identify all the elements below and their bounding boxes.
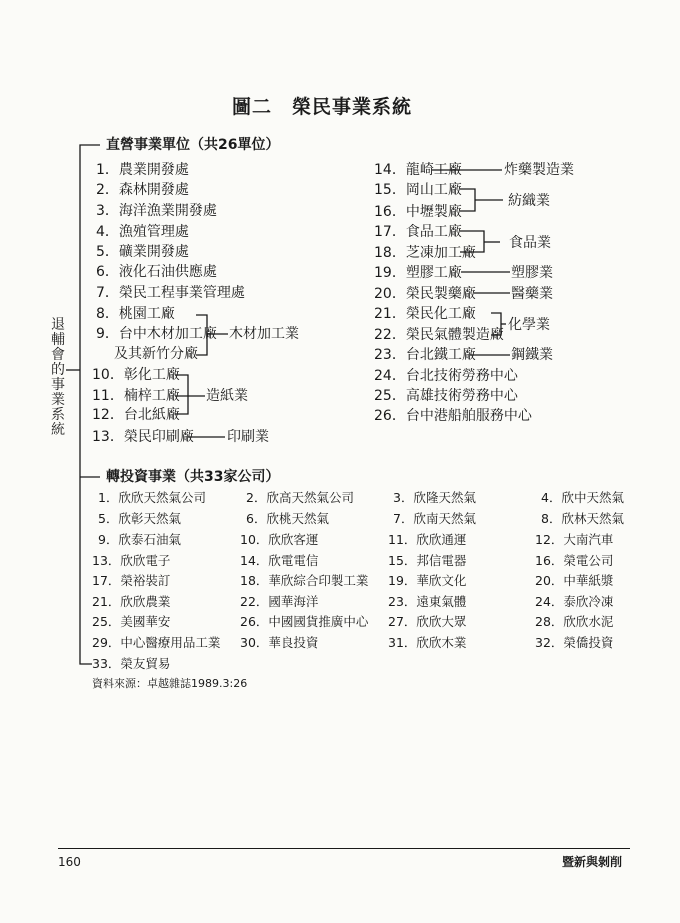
list-item: 1．農業開發處 — [96, 162, 189, 178]
list-item: 19．塑膠工廠 — [374, 265, 462, 281]
list-item: 24．台北技術勞務中心 — [374, 368, 518, 384]
list-item: 8．桃園工廠 — [96, 306, 175, 322]
table-cell: 22．國華海洋 — [240, 594, 319, 609]
list-item: 17．食品工廠 — [374, 224, 462, 240]
page-title: 圖二 榮民事業系統 — [232, 96, 413, 118]
table-cell: 1．欣欣天然氣公司 — [98, 490, 206, 505]
list-item: 16．中壢製廠 — [374, 204, 462, 220]
footer-rule — [58, 848, 630, 849]
table-cell: 5．欣彰天然氣 — [98, 511, 181, 526]
group-label: 塑膠業 — [511, 265, 553, 281]
list-item: 2．森林開發處 — [96, 182, 189, 198]
group-label: 紡織業 — [508, 193, 550, 209]
table-cell: 17．榮裕裝訂 — [92, 573, 171, 588]
list-item: 18．芝凍加工廠 — [374, 245, 476, 261]
table-cell: 13．欣欣電子 — [92, 553, 171, 568]
table-cell: 15．邦信電器 — [388, 553, 467, 568]
table-cell: 18．華欣綜合印製工業 — [240, 573, 369, 588]
table-cell: 24．泰欣冷凍 — [535, 594, 614, 609]
group-label: 食品業 — [509, 235, 551, 251]
list-item: 25．高雄技術勞務中心 — [374, 388, 518, 404]
table-cell: 6．欣桃天然氣 — [246, 511, 329, 526]
table-cell: 29．中心醫療用品工業 — [92, 635, 221, 650]
table-cell: 8．欣林天然氣 — [541, 511, 624, 526]
list-item: 3．海洋漁業開發處 — [96, 203, 217, 219]
list-item: 20．榮民製藥廠 — [374, 286, 476, 302]
table-cell: 10．欣欣客運 — [240, 532, 319, 547]
table-cell: 27．欣欣大眾 — [388, 614, 467, 629]
list-item: 11．楠梓工廠 — [92, 388, 180, 404]
list-item: 22．榮民氣體製造廠 — [374, 327, 504, 343]
table-cell: 7．欣南天然氣 — [393, 511, 476, 526]
table-cell: 19．華欣文化 — [388, 573, 467, 588]
list-item: 14．龍崎工廠 — [374, 162, 462, 178]
table-cell: 4．欣中天然氣 — [541, 490, 624, 505]
source-note: 資料來源：卓越雜誌1989.3:26 — [92, 677, 248, 690]
list-item: 4．漁殖管理處 — [96, 224, 189, 240]
group-label: 造紙業 — [206, 388, 248, 404]
table-cell: 20．中華紙漿 — [535, 573, 614, 588]
table-cell: 3．欣隆天然氣 — [393, 490, 476, 505]
table-cell: 23．遠東氣體 — [388, 594, 467, 609]
table-cell: 11．欣欣通運 — [388, 532, 467, 547]
direct-heading: 直營事業單位（共26單位） — [106, 137, 280, 153]
list-item: 15．岡山工廠 — [374, 182, 462, 198]
group-label: 鋼鐵業 — [511, 347, 553, 363]
list-item: 26．台中港船舶服務中心 — [374, 408, 532, 424]
group-label: 炸藥製造業 — [504, 162, 574, 178]
list-item: 及其新竹分廠 — [114, 346, 198, 362]
invest-heading: 轉投資事業（共33家公司） — [106, 469, 280, 485]
table-cell: 12．大南汽車 — [535, 532, 614, 547]
list-item: 9．台中木材加工廠 — [96, 326, 217, 342]
list-item: 21．榮民化工廠 — [374, 306, 476, 322]
list-item: 13．榮民印刷廠 — [92, 429, 194, 445]
side-label: 退輔會的事業系統 — [51, 317, 65, 438]
group-label: 醫藥業 — [511, 286, 553, 302]
group-label: 印刷業 — [227, 429, 269, 445]
list-item: 12．台北紙廠 — [92, 407, 180, 423]
table-cell: 21．欣欣農業 — [92, 594, 171, 609]
table-cell: 25．美國華安 — [92, 614, 171, 629]
page-number: 160 — [58, 855, 81, 869]
list-item: 5．礦業開發處 — [96, 244, 189, 260]
list-item: 6．液化石油供應處 — [96, 264, 217, 280]
table-cell: 32．榮僑投資 — [535, 635, 614, 650]
group-label: 化學業 — [508, 317, 550, 333]
table-cell: 31．欣欣木業 — [388, 635, 467, 650]
table-cell: 30．華良投資 — [240, 635, 319, 650]
footer-right-text: 暨新與剝削 — [562, 855, 623, 869]
table-cell: 26．中國國貨推廣中心 — [240, 614, 369, 629]
table-cell: 16．榮電公司 — [535, 553, 614, 568]
table-cell: 33．榮友貿易 — [92, 656, 171, 671]
list-item: 23．台北鐵工廠 — [374, 347, 476, 363]
list-item: 10．彰化工廠 — [92, 367, 180, 383]
list-item: 7．榮民工程事業管理處 — [96, 285, 245, 301]
table-cell: 14．欣電電信 — [240, 553, 319, 568]
group-label: 木材加工業 — [229, 326, 299, 342]
table-cell: 2．欣高天然氣公司 — [246, 490, 354, 505]
table-cell: 28．欣欣水泥 — [535, 614, 614, 629]
table-cell: 9．欣泰石油氣 — [98, 532, 181, 547]
